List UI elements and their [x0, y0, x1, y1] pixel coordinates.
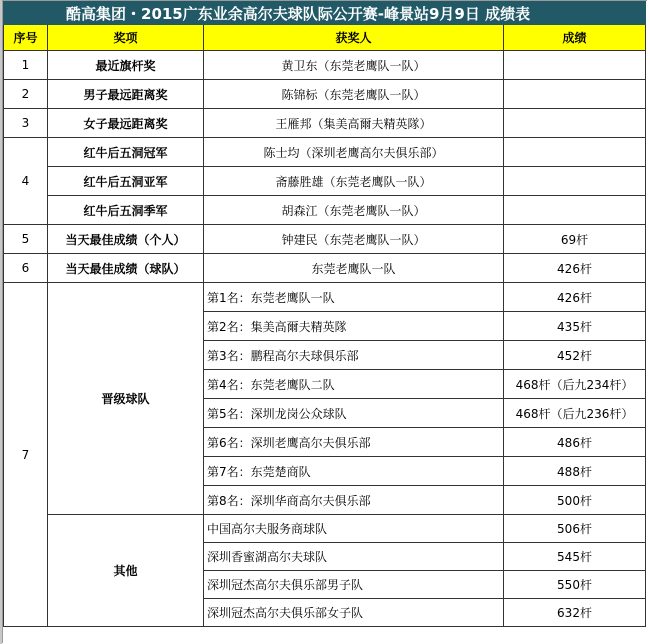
table-row: [4, 254, 646, 283]
table-row: [4, 138, 646, 167]
score-cell: [504, 138, 646, 167]
team-cell: 第5名：深圳龙岗公众球队: [204, 399, 504, 428]
promoted-label: 晋级球队: [48, 283, 204, 515]
score-cell: 550杆: [504, 571, 646, 599]
team-cell: 深圳冠杰高尔夫俱乐部女子队: [204, 599, 504, 627]
team-cell: 深圳香蜜湖高尔夫球队: [204, 543, 504, 571]
table-row: [4, 51, 646, 80]
seq-cell: 7: [4, 283, 48, 627]
score-cell: 545杆: [504, 543, 646, 571]
score-cell: 488杆: [504, 457, 646, 486]
team-cell: 第1名：东莞老鹰队一队: [204, 283, 504, 312]
table-row: [4, 515, 646, 543]
award-cell: 红牛后五洞亚军: [48, 167, 204, 196]
team-cell: 第2名：集美高爾夫精英隊: [204, 312, 504, 341]
seq-cell: 3: [4, 109, 48, 138]
seq-cell: 5: [4, 225, 48, 254]
table-row: [4, 167, 646, 196]
score-cell: 435杆: [504, 312, 646, 341]
winner-cell: 陈士均（深圳老鹰高尔夫俱乐部）: [204, 138, 504, 167]
score-cell: 632杆: [504, 599, 646, 627]
sheet-title: 酷高集团・2015广东业余高尔夫球队际公开赛-峰景站9月9日 成绩表: [4, 2, 646, 25]
team-cell: 第6名：深圳老鹰高尔夫俱乐部: [204, 428, 504, 457]
score-cell: [504, 80, 646, 109]
team-cell: 中国高尔夫服务商球队: [204, 515, 504, 543]
winner-cell: 王雁邦（集美高爾夫精英隊）: [204, 109, 504, 138]
score-cell: 468杆（后九236杆）: [504, 399, 646, 428]
results-sheet: [2, 0, 647, 643]
table-row: [4, 283, 646, 312]
score-cell: 486杆: [504, 428, 646, 457]
team-cell: 第3名：鹏程高尔夫球俱乐部: [204, 341, 504, 370]
header-award: 奖项: [48, 25, 204, 51]
team-cell: 深圳冠杰高尔夫俱乐部男子队: [204, 571, 504, 599]
award-cell: 当天最佳成绩（个人）: [48, 225, 204, 254]
table-row: [4, 80, 646, 109]
score-cell: [504, 167, 646, 196]
award-cell: 红牛后五洞季军: [48, 196, 204, 225]
award-cell: 当天最佳成绩（球队）: [48, 254, 204, 283]
team-cell: 第7名：东莞楚商队: [204, 457, 504, 486]
score-cell: 506杆: [504, 515, 646, 543]
seq-cell: 2: [4, 80, 48, 109]
header-winner: 获奖人: [204, 25, 504, 51]
winner-cell: 斋藤胜雄（东莞老鹰队一队）: [204, 167, 504, 196]
title-row: [4, 2, 646, 25]
others-label: 其他: [48, 515, 204, 627]
score-cell: 426杆: [504, 283, 646, 312]
table-row: [4, 225, 646, 254]
score-cell: 500杆: [504, 486, 646, 515]
award-cell: 红牛后五洞冠军: [48, 138, 204, 167]
winner-cell: 陈锦标（东莞老鹰队一队）: [204, 80, 504, 109]
score-cell: 468杆（后九234杆）: [504, 370, 646, 399]
header-seq: 序号: [4, 25, 48, 51]
header-score: 成绩: [504, 25, 646, 51]
score-cell: 69杆: [504, 225, 646, 254]
score-cell: [504, 196, 646, 225]
seq-cell: 1: [4, 51, 48, 80]
award-cell: 女子最远距离奖: [48, 109, 204, 138]
winner-cell: 胡森江（东莞老鹰队一队）: [204, 196, 504, 225]
score-cell: [504, 51, 646, 80]
seq-cell: 4: [4, 138, 48, 225]
award-cell: 最近旗杆奖: [48, 51, 204, 80]
score-cell: 452杆: [504, 341, 646, 370]
results-table: [3, 1, 646, 627]
score-cell: [504, 109, 646, 138]
table-row: [4, 196, 646, 225]
score-cell: 426杆: [504, 254, 646, 283]
table-row: [4, 109, 646, 138]
seq-cell: 6: [4, 254, 48, 283]
award-cell: 男子最远距离奖: [48, 80, 204, 109]
team-cell: 第8名：深圳华商高尔夫俱乐部: [204, 486, 504, 515]
header-row: [4, 25, 646, 51]
winner-cell: 黄卫东（东莞老鹰队一队）: [204, 51, 504, 80]
winner-cell: 东莞老鹰队一队: [204, 254, 504, 283]
team-cell: 第4名：东莞老鹰队二队: [204, 370, 504, 399]
winner-cell: 钟建民（东莞老鹰队一队）: [204, 225, 504, 254]
